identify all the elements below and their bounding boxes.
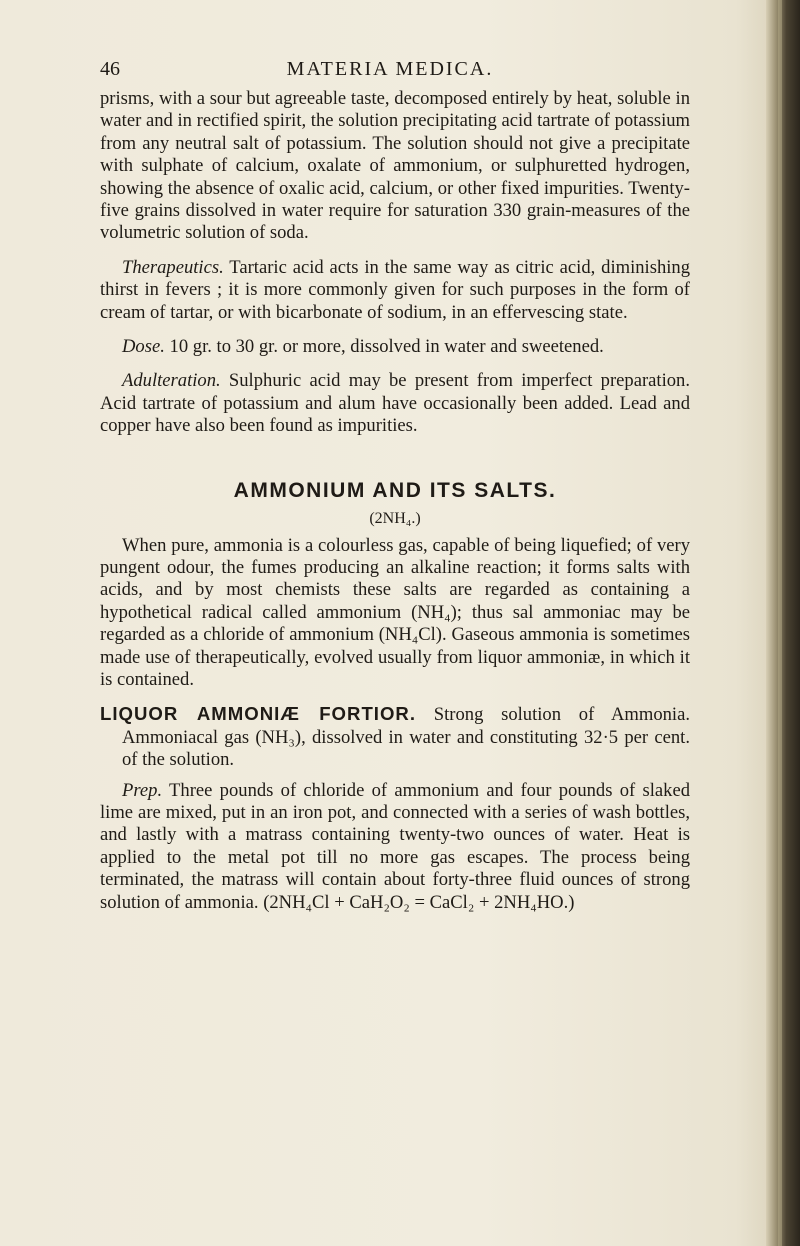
paragraph-therapeutics	[100, 257, 690, 324]
paragraph-dose	[100, 336, 690, 358]
adulteration-text: Sulphuric acid may be present from imperfect preparation. Acid tartrate of potassium and alum have occasionally been added. Lead and copper have also been found as impurities.	[100, 370, 690, 437]
book-edge-strip	[778, 0, 782, 1246]
paragraph-ammonium: When pure, ammonia is a colourless gas, capable of being liquefied; of very pungent odour, the fumes producing an alkaline reaction; it forms salts with acids, and by most chemists these salts are regarded as containing a hypothetical radical called ammonium (NH₄); thus sal ammoniac may be regarded as a chloride of ammonium (NH₄Cl). Gaseous ammonia is sometimes made use of therapeutically, evolved usually from liquor ammoniæ, in which it is contained.	[100, 534, 690, 690]
therapeutics-label: Therapeutics.	[122, 256, 224, 278]
prep-text: Three pounds of chloride of ammonium and four pounds of slaked lime are mixed, put in an iron pot, and connected with a series of wash bottles, and lastly with a matrass containing twenty-two ounces of water. Heat is applied to the metal pot till no more gas escapes. The process being terminated, the matrass will contain about forty-three fluid ounces of strong solution of ammonia. (2NH₄Cl + CaH₂O₂ = CaCl₂ + 2NH₄HO.)	[100, 779, 690, 913]
section-title: AMMONIUM AND ITS SALTS.	[233, 478, 557, 502]
liquor-text: Strong solution of Ammonia. Ammoniacal gas (NH₃), dissolved in water and constituting 32·5 per cent. of the solution.	[122, 704, 690, 771]
paragraph-prep	[100, 780, 690, 914]
prep-label: Prep.	[122, 779, 163, 801]
paragraph-adulteration	[100, 370, 690, 437]
book-edge-shadow	[766, 0, 800, 1246]
page-header	[100, 58, 680, 88]
page-body	[100, 88, 690, 914]
liquor-title: LIQUOR AMMONIÆ FORTIOR.	[100, 703, 417, 725]
running-head: MATERIA MEDICA.	[286, 58, 494, 80]
paragraph-liquor-ammoniae	[100, 703, 690, 771]
therapeutics-text: Tartaric acid acts in the same way as citric acid, diminishing thirst in fevers ; it is more commonly given for such purposes in the form of cream of tartar, or with bicarbonate of sodium, in an effervescing state.	[100, 256, 690, 323]
page-number: 46	[100, 58, 120, 80]
section-formula: (2NH₄.)	[369, 510, 421, 528]
dose-text: 10 gr. to 30 gr. or more, dissolved in water and sweetened.	[164, 336, 604, 358]
adulteration-label: Adulteration.	[122, 370, 221, 392]
dose-label: Dose.	[122, 336, 165, 358]
paragraph-tartaric-properties: prisms, with a sour but agreeable taste, decomposed entirely by heat, soluble in water and in rectified spirit, the solution precipitating acid tartrate of potassium from any neutral salt of potassium. The solution should not give a precipitate with sulphate of calcium, oxalate of ammonium, or sulphuretted hydrogen, showing the absence of oxalic acid, calcium, or other fixed impurities. Twenty-five grains dissolved in water require for saturation 330 grain-measures of the volumetric solution of soda.	[100, 88, 690, 244]
